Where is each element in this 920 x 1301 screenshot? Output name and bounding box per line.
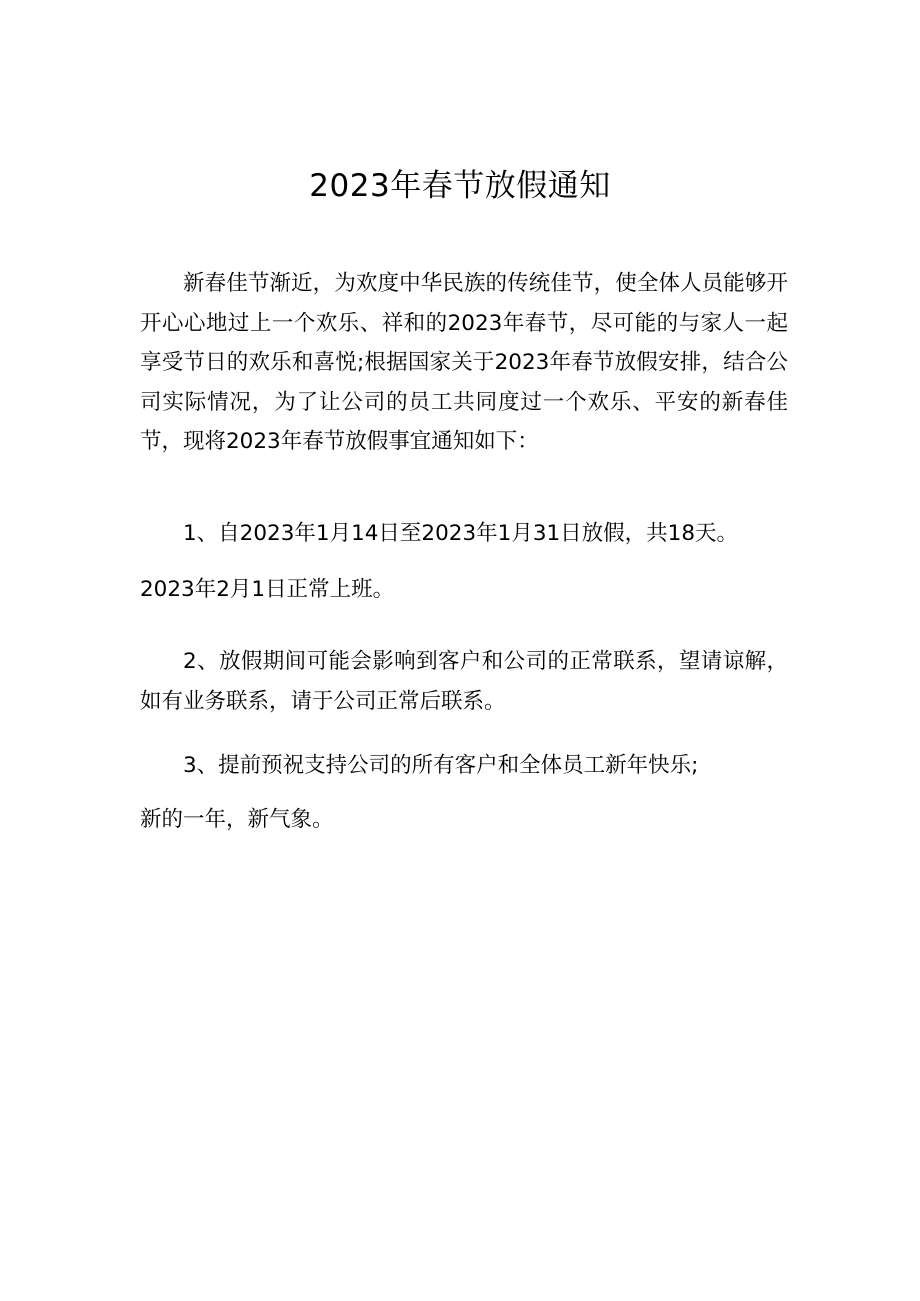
notice-item-3-continuation: 新的一年，新气象。 bbox=[140, 807, 334, 832]
document-title: 2023年春节放假通知 bbox=[309, 168, 611, 204]
notice-item-1: 1、自2023年1月14日至2023年1月31日放假，共18天。 bbox=[183, 521, 739, 546]
intro-paragraph: 新春佳节渐近，为欢度中华民族的传统佳节，使全体人员能够开开心心地过上一个欢乐、祥和的2023年春节，尽可能的与家人一起享受节日的欢乐和喜悦;根据国家关于2023年春节放假安排，结合公司实际情况，为了让公司的员工共同度过一个欢乐、平安的新春佳节，现将2023年春节放假事宜通知如下： bbox=[140, 271, 788, 454]
notice-item-2: 2、放假期间可能会影响到客户和公司的正常联系，望请谅解，如有业务联系，请于公司正常后联系。 bbox=[140, 649, 788, 714]
notice-item-1-continuation: 2023年2月1日正常上班。 bbox=[140, 577, 395, 602]
notice-item-3: 3、提前预祝支持公司的所有客户和全体员工新年快乐; bbox=[183, 753, 699, 778]
